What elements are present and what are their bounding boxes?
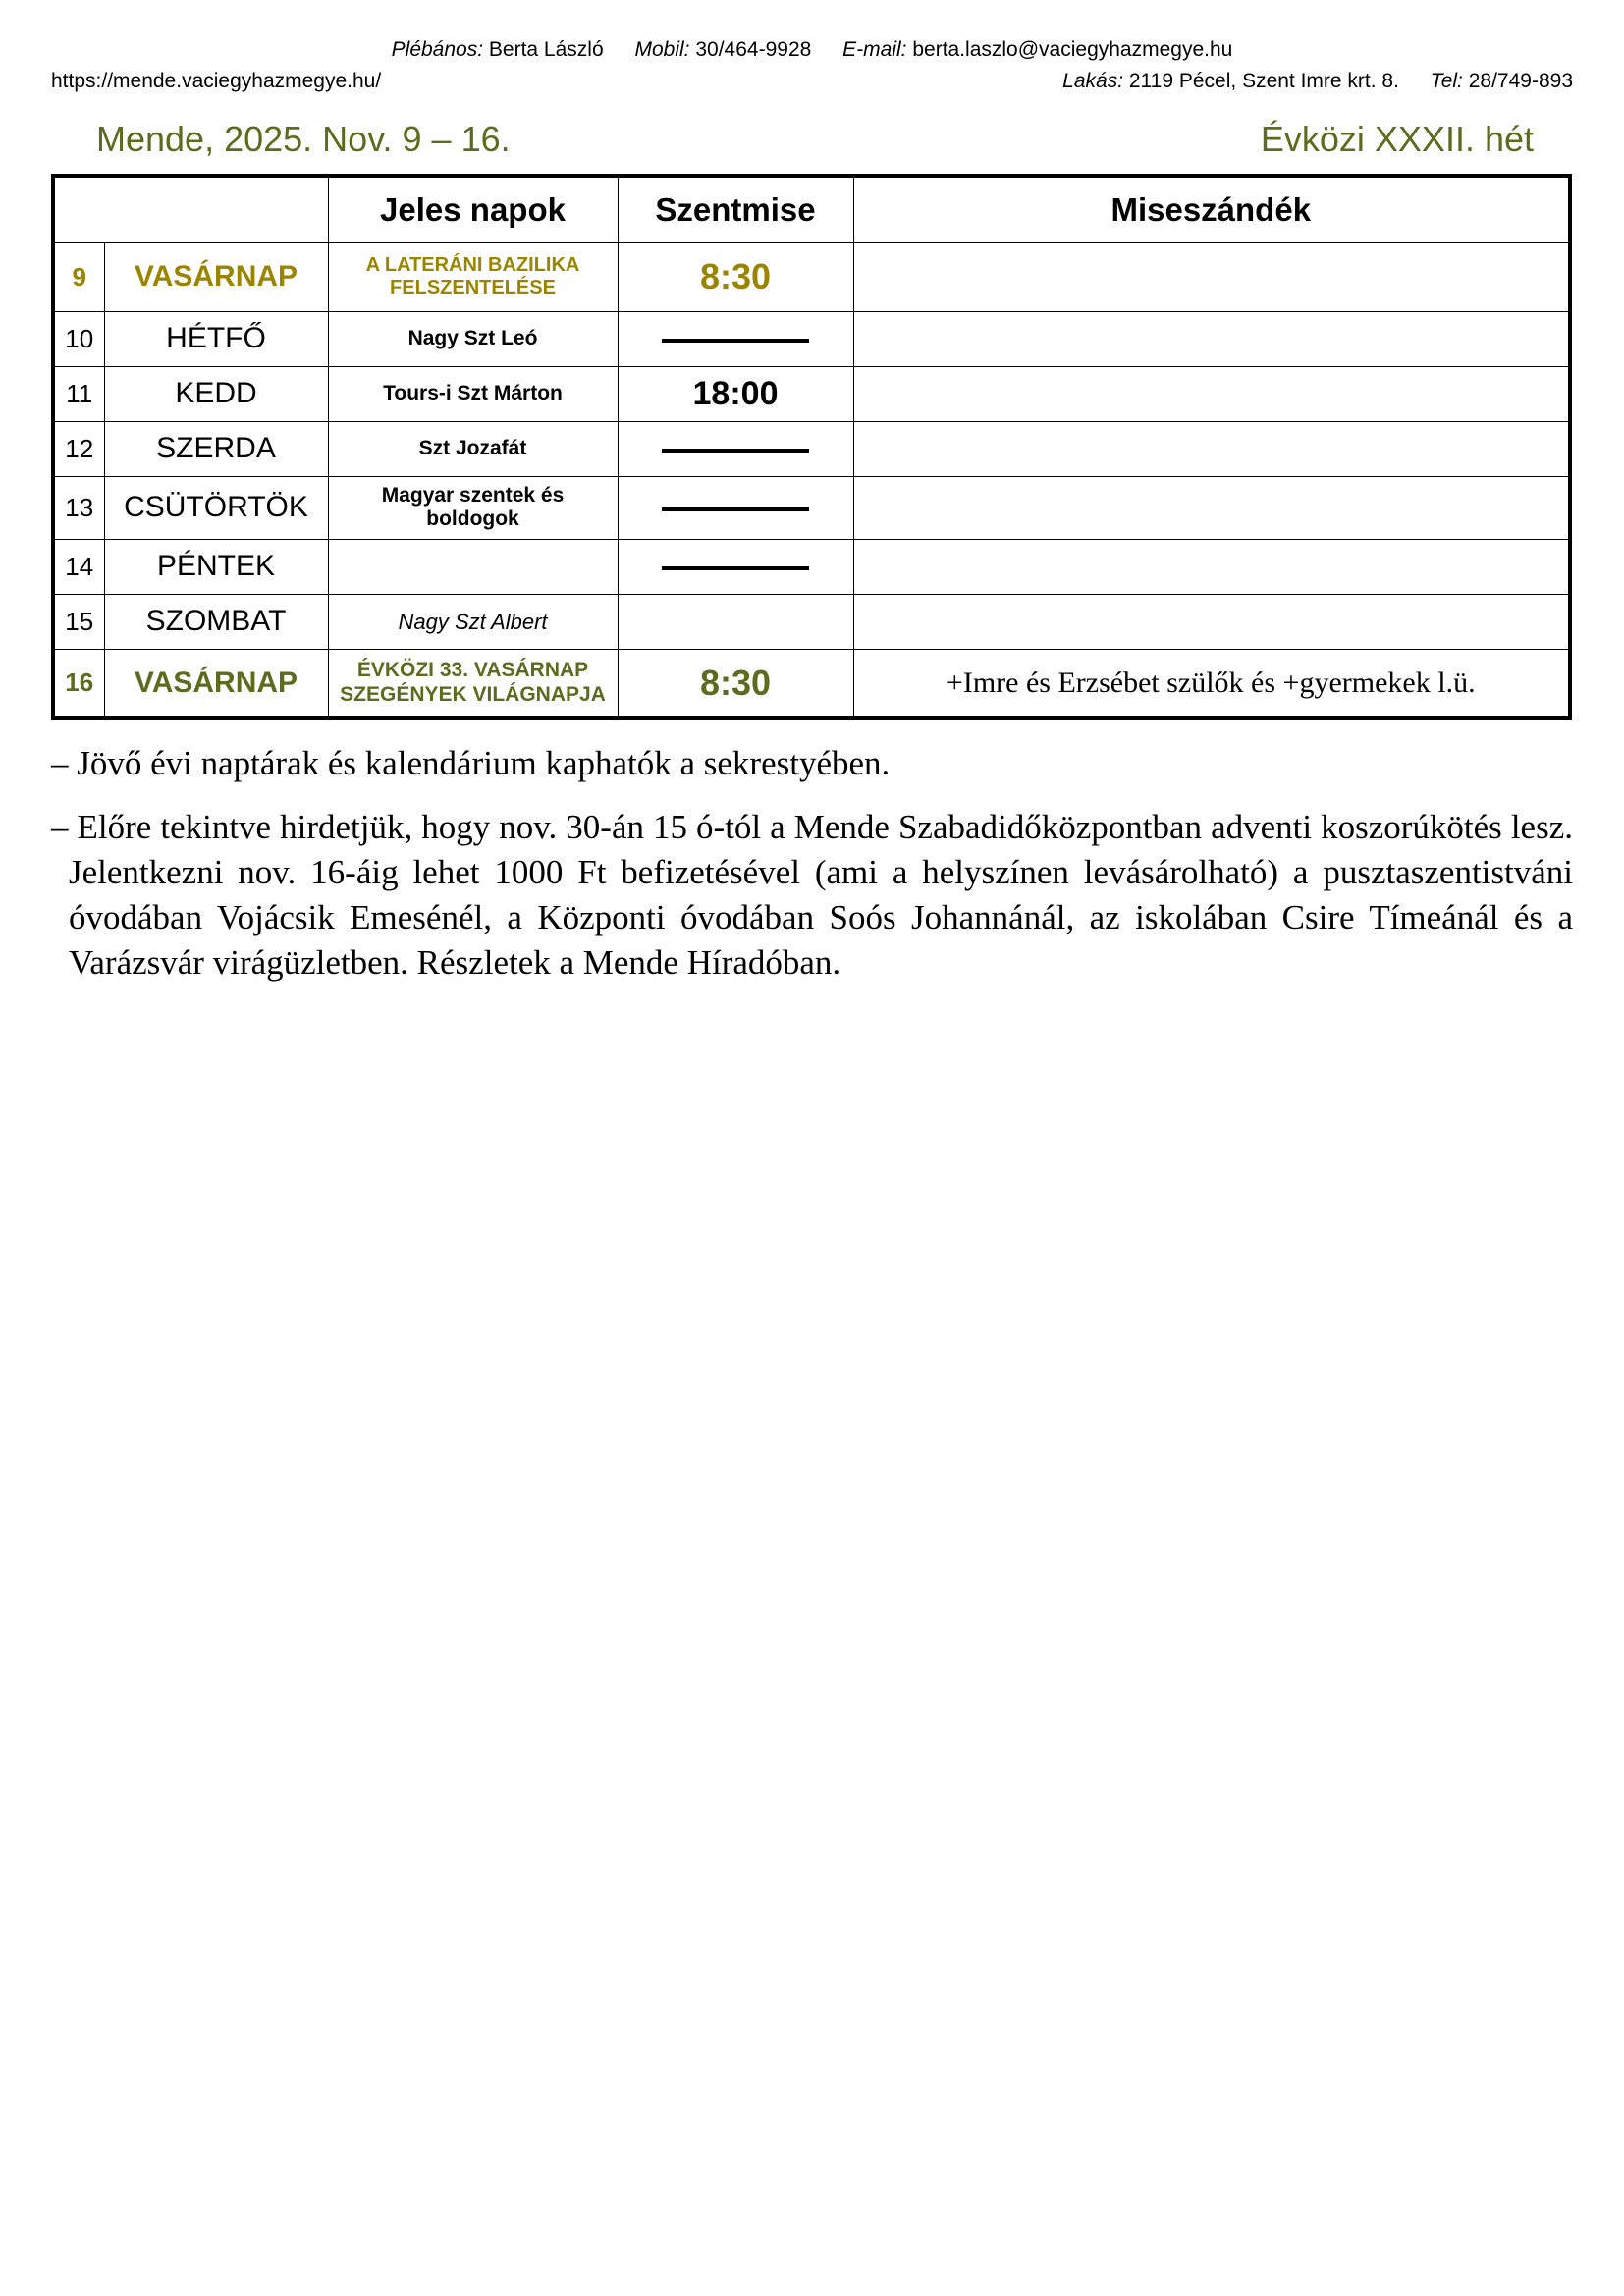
row-mass-time (618, 311, 853, 366)
row-date: 12 (53, 421, 104, 476)
row-feast-line1: ÉVKÖZI 33. VASÁRNAP (356, 659, 589, 682)
announcement-item: – Jövő évi naptárak és kalendárium kaphatók a sekrestyében. (51, 744, 891, 783)
row-weekday: SZOMBAT (104, 594, 328, 649)
title-liturgical-week: Évközi XXXII. hét (1260, 118, 1534, 159)
row-feast-line2: SZEGÉNYEK VILÁGNAPJA (340, 682, 606, 706)
row-feast (328, 539, 618, 594)
email-value: berta.laszlo@vaciegyhazmegye.hu (912, 38, 1233, 61)
column-header-mass: Szentmise (618, 176, 853, 243)
row-intention (853, 421, 1570, 476)
home-label: Lakás: (1062, 70, 1124, 93)
row-weekday: KEDD (104, 366, 328, 421)
row-feast (328, 242, 618, 311)
table-row (53, 242, 1570, 311)
table-row (53, 594, 1570, 649)
weekly-schedule-table (51, 174, 1572, 721)
parish-website-link[interactable]: https://mende.vaciegyhazmegye.hu/ (51, 70, 382, 93)
announcements (51, 741, 1573, 986)
row-mass-time (618, 421, 853, 476)
table-row (53, 421, 1570, 476)
row-weekday: CSÜTÖRTÖK (104, 476, 328, 539)
mobile-label: Mobil: (634, 38, 690, 61)
row-feast (328, 476, 618, 539)
row-mass-time: 8:30 (618, 649, 853, 718)
row-feast-line1: A LATERÁNI BAZILIKA (365, 254, 580, 277)
row-date: 16 (53, 649, 104, 718)
row-mass-time (618, 476, 853, 539)
column-header-intention: Miseszándék (853, 176, 1570, 243)
row-feast-line2: boldogok (426, 507, 519, 531)
row-date: 11 (53, 366, 104, 421)
row-feast-line1: Magyar szentek és (381, 484, 565, 507)
row-intention (853, 311, 1570, 366)
row-feast: Nagy Szt Leó (328, 311, 618, 366)
row-intention (853, 539, 1570, 594)
email-label: E-mail: (842, 38, 907, 61)
row-weekday: SZERDA (104, 421, 328, 476)
table-row (53, 311, 1570, 366)
row-weekday: VASÁRNAP (104, 649, 328, 718)
row-feast-line2: FELSZENTELÉSE (390, 277, 556, 299)
title-place-date: Mende, 2025. Nov. 9 – 16. (96, 118, 511, 159)
table-header-row (53, 176, 1570, 243)
row-mass-time (618, 594, 853, 649)
row-mass-time: 18:00 (618, 366, 853, 421)
tel-label: Tel: (1430, 70, 1463, 93)
table-row (53, 366, 1570, 421)
priest-label: Plébános: (391, 38, 484, 61)
row-intention (853, 594, 1570, 649)
row-feast: Tours-i Szt Márton (328, 366, 618, 421)
no-mass-dash-icon (662, 449, 809, 453)
announcement-item: – Előre tekintve hirdetjük, hogy nov. 30-án 15 ó-tól a Mende Szabadidőközpontban adventi koszorúkötés lesz. Jelentkezni nov. 16-áig lehet 1000 Ft befizetésével (ami a helyszínen levásárolható) a pusztaszentistváni óvodában Vojácsik Emesénél, a Központi óvodában Soós Johannánál, az iskolában Csire Tímeánál és a Varázsvár virágüzletben. Részletek a Mende Híradóban. (51, 807, 1573, 983)
row-date: 10 (53, 311, 104, 366)
column-header-feasts: Jeles napok (328, 176, 618, 243)
row-weekday: HÉTFŐ (104, 311, 328, 366)
row-weekday: VASÁRNAP (104, 242, 328, 311)
table-row (53, 476, 1570, 539)
row-date: 15 (53, 594, 104, 649)
row-feast (328, 649, 618, 718)
tel-value: 28/749-893 (1468, 70, 1573, 93)
no-mass-dash-icon (662, 507, 809, 511)
row-intention: +Imre és Erzsébet szülők és +gyermekek l.ü. (853, 649, 1570, 718)
table-row (53, 539, 1570, 594)
page-title (51, 119, 1573, 160)
row-mass-time (618, 539, 853, 594)
row-intention (853, 366, 1570, 421)
row-mass-time: 8:30 (618, 242, 853, 311)
priest-name: Berta László (488, 38, 604, 61)
row-intention (853, 476, 1570, 539)
row-date: 9 (53, 242, 104, 311)
home-value: 2119 Pécel, Szent Imre krt. 8. (1128, 70, 1399, 93)
column-header-day (53, 176, 328, 243)
row-feast: Szt Jozafát (328, 421, 618, 476)
header-contact-line-1 (51, 35, 1573, 65)
row-feast: Nagy Szt Albert (328, 594, 618, 649)
row-date: 14 (53, 539, 104, 594)
row-intention (853, 242, 1570, 311)
page-header (51, 35, 1573, 97)
row-weekday: PÉNTEK (104, 539, 328, 594)
no-mass-dash-icon (662, 339, 809, 343)
header-contact-line-2 (51, 67, 1573, 96)
row-date: 13 (53, 476, 104, 539)
no-mass-dash-icon (662, 566, 809, 570)
mobile-value: 30/464-9928 (695, 38, 812, 61)
table-row (53, 649, 1570, 718)
